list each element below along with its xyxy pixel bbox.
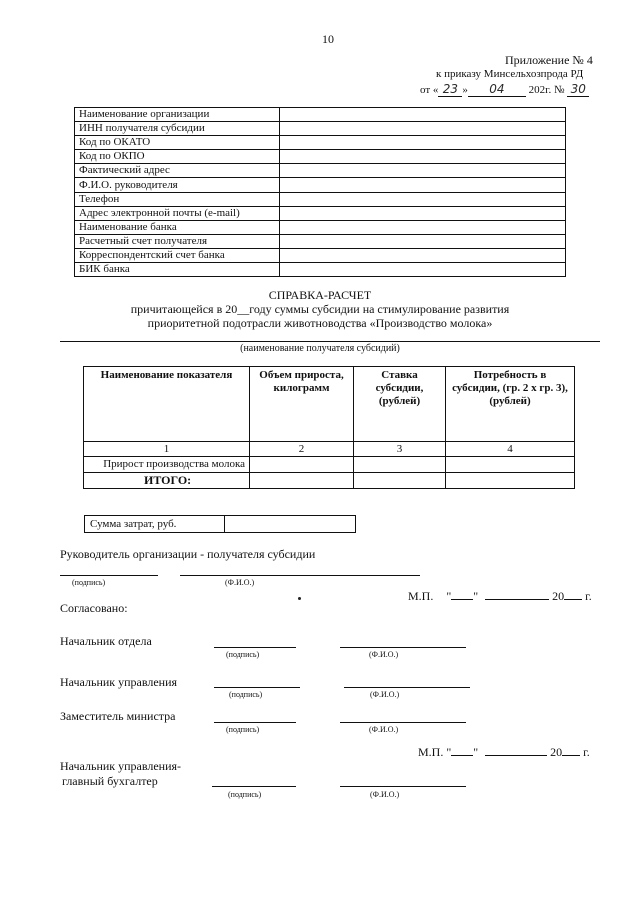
milk-growth-rate-cell[interactable] bbox=[354, 457, 446, 473]
header-need: Потребность в субсидии, (гр. 2 х гр. 3), (рублей) bbox=[446, 367, 575, 442]
total-rate-cell[interactable] bbox=[354, 473, 446, 489]
date-month: 04 bbox=[468, 82, 526, 97]
stamp2-g: г. bbox=[583, 745, 590, 759]
info-row-label: Адрес электронной почты (e-mail) bbox=[75, 206, 280, 220]
header-rate: Ставка субсидии, (рублей) bbox=[354, 367, 446, 442]
info-row-value-cell[interactable] bbox=[280, 136, 566, 150]
col-number-1: 1 bbox=[84, 442, 250, 457]
stamp-g: г. bbox=[585, 589, 592, 603]
signer-3-name-caption: (Ф.И.О.) bbox=[369, 725, 399, 734]
milk-growth-row bbox=[84, 457, 575, 473]
info-row-label: Расчетный счет получателя bbox=[75, 234, 280, 248]
info-row bbox=[75, 108, 566, 122]
info-row bbox=[75, 192, 566, 206]
speck-mark bbox=[298, 597, 301, 600]
stamp-year: 20 bbox=[552, 589, 565, 603]
subsidy-calc-table bbox=[83, 366, 575, 489]
chief-accountant-title-1: Начальник управления- bbox=[60, 759, 182, 773]
order-line: к приказу Минсельхозпрода РД bbox=[436, 68, 584, 80]
head-sign-caption: (подпись) bbox=[72, 578, 106, 587]
stamp2-quote-close: " bbox=[473, 745, 479, 759]
costs-value-cell[interactable] bbox=[225, 516, 356, 533]
stamp2-month-line[interactable] bbox=[485, 755, 547, 756]
info-row-value-cell[interactable] bbox=[280, 206, 566, 220]
stamp2-mp: М.П. bbox=[418, 745, 444, 759]
date-sep: » bbox=[462, 84, 468, 96]
signer-3-sign-caption: (подпись) bbox=[226, 725, 260, 734]
head-signature-line[interactable] bbox=[60, 575, 158, 576]
info-row-value-cell[interactable] bbox=[280, 178, 566, 192]
stamp2-quote-open: " bbox=[446, 745, 452, 759]
signer-3-sign-line[interactable] bbox=[214, 722, 296, 723]
info-row-value-cell[interactable] bbox=[280, 234, 566, 248]
chief-accountant-name-line[interactable] bbox=[340, 786, 466, 787]
info-row bbox=[75, 263, 566, 277]
appendix-title: Приложение № 4 bbox=[505, 53, 593, 67]
doc-title: СПРАВКА-РАСЧЕТ bbox=[268, 288, 372, 302]
info-row-label: Наименование организации bbox=[75, 108, 280, 122]
chief-accountant-sign-line[interactable] bbox=[212, 786, 296, 787]
info-row-label: Код по ОКПО bbox=[75, 150, 280, 164]
info-row-value-cell[interactable] bbox=[280, 108, 566, 122]
date-day: 23 bbox=[438, 82, 462, 97]
stamp-line-2 bbox=[418, 745, 590, 760]
organization-info-table bbox=[74, 107, 566, 277]
info-row-label: ИНН получателя субсидии bbox=[75, 122, 280, 136]
signer-2-title: Начальник управления bbox=[60, 675, 178, 689]
chief-accountant-name-caption: (Ф.И.О.) bbox=[370, 790, 400, 799]
signer-3-name-line[interactable] bbox=[340, 722, 466, 723]
stamp-quote-open: " bbox=[446, 589, 452, 603]
chief-accountant-title-2: главный бухгалтер bbox=[62, 774, 158, 788]
signer-1-sign-caption: (подпись) bbox=[226, 650, 260, 659]
info-row-label: Корреспондентский счет банка bbox=[75, 248, 280, 262]
signer-1-title: Начальник отдела bbox=[60, 634, 152, 648]
stamp-line-1 bbox=[408, 589, 592, 604]
signer-1-sign-line[interactable] bbox=[214, 647, 296, 648]
costs-label: Сумма затрат, руб. bbox=[85, 516, 225, 533]
info-row-value-cell[interactable] bbox=[280, 192, 566, 206]
info-row-label: Фактический адрес bbox=[75, 164, 280, 178]
stamp2-year: 20 bbox=[550, 745, 563, 759]
col-number-3: 3 bbox=[354, 442, 446, 457]
signer-2-name-line[interactable] bbox=[344, 687, 470, 688]
info-row bbox=[75, 136, 566, 150]
recipient-caption: (наименование получателя субсидий) bbox=[240, 343, 400, 354]
signer-2-name-caption: (Ф.И.О.) bbox=[370, 690, 400, 699]
info-row-value-cell[interactable] bbox=[280, 263, 566, 277]
signer-1-name-caption: (Ф.И.О.) bbox=[369, 650, 399, 659]
milk-growth-need-cell[interactable] bbox=[446, 457, 575, 473]
doc-subtitle-1: причитающейся в 20__году суммы субсидии на стимулирование развития bbox=[130, 302, 510, 316]
info-row-value-cell[interactable] bbox=[280, 164, 566, 178]
page-number: 10 bbox=[322, 32, 334, 46]
order-date-line bbox=[420, 82, 589, 97]
stamp-day-line[interactable] bbox=[451, 599, 473, 600]
signer-1-name-line[interactable] bbox=[340, 647, 466, 648]
col-number-2: 2 bbox=[250, 442, 354, 457]
total-label: ИТОГО: bbox=[84, 473, 250, 489]
costs-table bbox=[84, 515, 356, 533]
info-row bbox=[75, 206, 566, 220]
info-row-value-cell[interactable] bbox=[280, 122, 566, 136]
stamp-quote-close: " bbox=[473, 589, 479, 603]
info-row bbox=[75, 150, 566, 164]
head-signature-title: Руководитель организации - получателя субсидии bbox=[60, 547, 316, 561]
date-prefix: от « bbox=[420, 84, 439, 96]
info-row-label: Ф.И.О. руководителя bbox=[75, 178, 280, 192]
stamp-mp: М.П. bbox=[408, 589, 434, 603]
stamp-month-line[interactable] bbox=[485, 599, 549, 600]
year-prefix: 202 bbox=[528, 84, 546, 96]
recipient-name-line[interactable] bbox=[60, 341, 600, 342]
info-row-value-cell[interactable] bbox=[280, 248, 566, 262]
head-name-caption: (Ф.И.О.) bbox=[225, 578, 255, 587]
col-number-4: 4 bbox=[446, 442, 575, 457]
info-row-label: Код по ОКАТО bbox=[75, 136, 280, 150]
signer-3-title: Заместитель министра bbox=[60, 709, 176, 723]
doc-subtitle-2: приоритетной подотрасли животноводства «Производство молока» bbox=[147, 316, 493, 330]
info-row-value-cell[interactable] bbox=[280, 150, 566, 164]
info-row bbox=[75, 234, 566, 248]
total-need-cell[interactable] bbox=[446, 473, 575, 489]
header-volume: Объем прироста, килограмм bbox=[250, 367, 354, 442]
info-row bbox=[75, 248, 566, 262]
calc-header-row bbox=[84, 367, 575, 442]
total-volume-cell[interactable] bbox=[250, 473, 354, 489]
signer-2-sign-line[interactable] bbox=[214, 687, 300, 688]
calc-number-row bbox=[84, 442, 575, 457]
head-name-line[interactable] bbox=[180, 575, 420, 576]
stamp2-year-line[interactable] bbox=[562, 755, 580, 756]
chief-accountant-sign-caption: (подпись) bbox=[228, 790, 262, 799]
info-row bbox=[75, 178, 566, 192]
info-row-label: БИК банка bbox=[75, 263, 280, 277]
signer-2-sign-caption: (подпись) bbox=[229, 690, 263, 699]
info-row bbox=[75, 164, 566, 178]
order-number: 30 bbox=[567, 82, 589, 97]
total-row bbox=[84, 473, 575, 489]
info-row bbox=[75, 122, 566, 136]
milk-growth-volume-cell[interactable] bbox=[250, 457, 354, 473]
milk-growth-label: Прирост производства молока bbox=[84, 457, 250, 473]
info-row-value-cell[interactable] bbox=[280, 220, 566, 234]
agreed-label: Согласовано: bbox=[60, 601, 128, 615]
info-row bbox=[75, 220, 566, 234]
info-row-label: Телефон bbox=[75, 192, 280, 206]
year-suffix: г. № bbox=[545, 84, 565, 96]
stamp2-day-line[interactable] bbox=[451, 755, 473, 756]
stamp-year-line[interactable] bbox=[564, 599, 582, 600]
header-indicator: Наименование показателя bbox=[84, 367, 250, 442]
info-row-label: Наименование банка bbox=[75, 220, 280, 234]
